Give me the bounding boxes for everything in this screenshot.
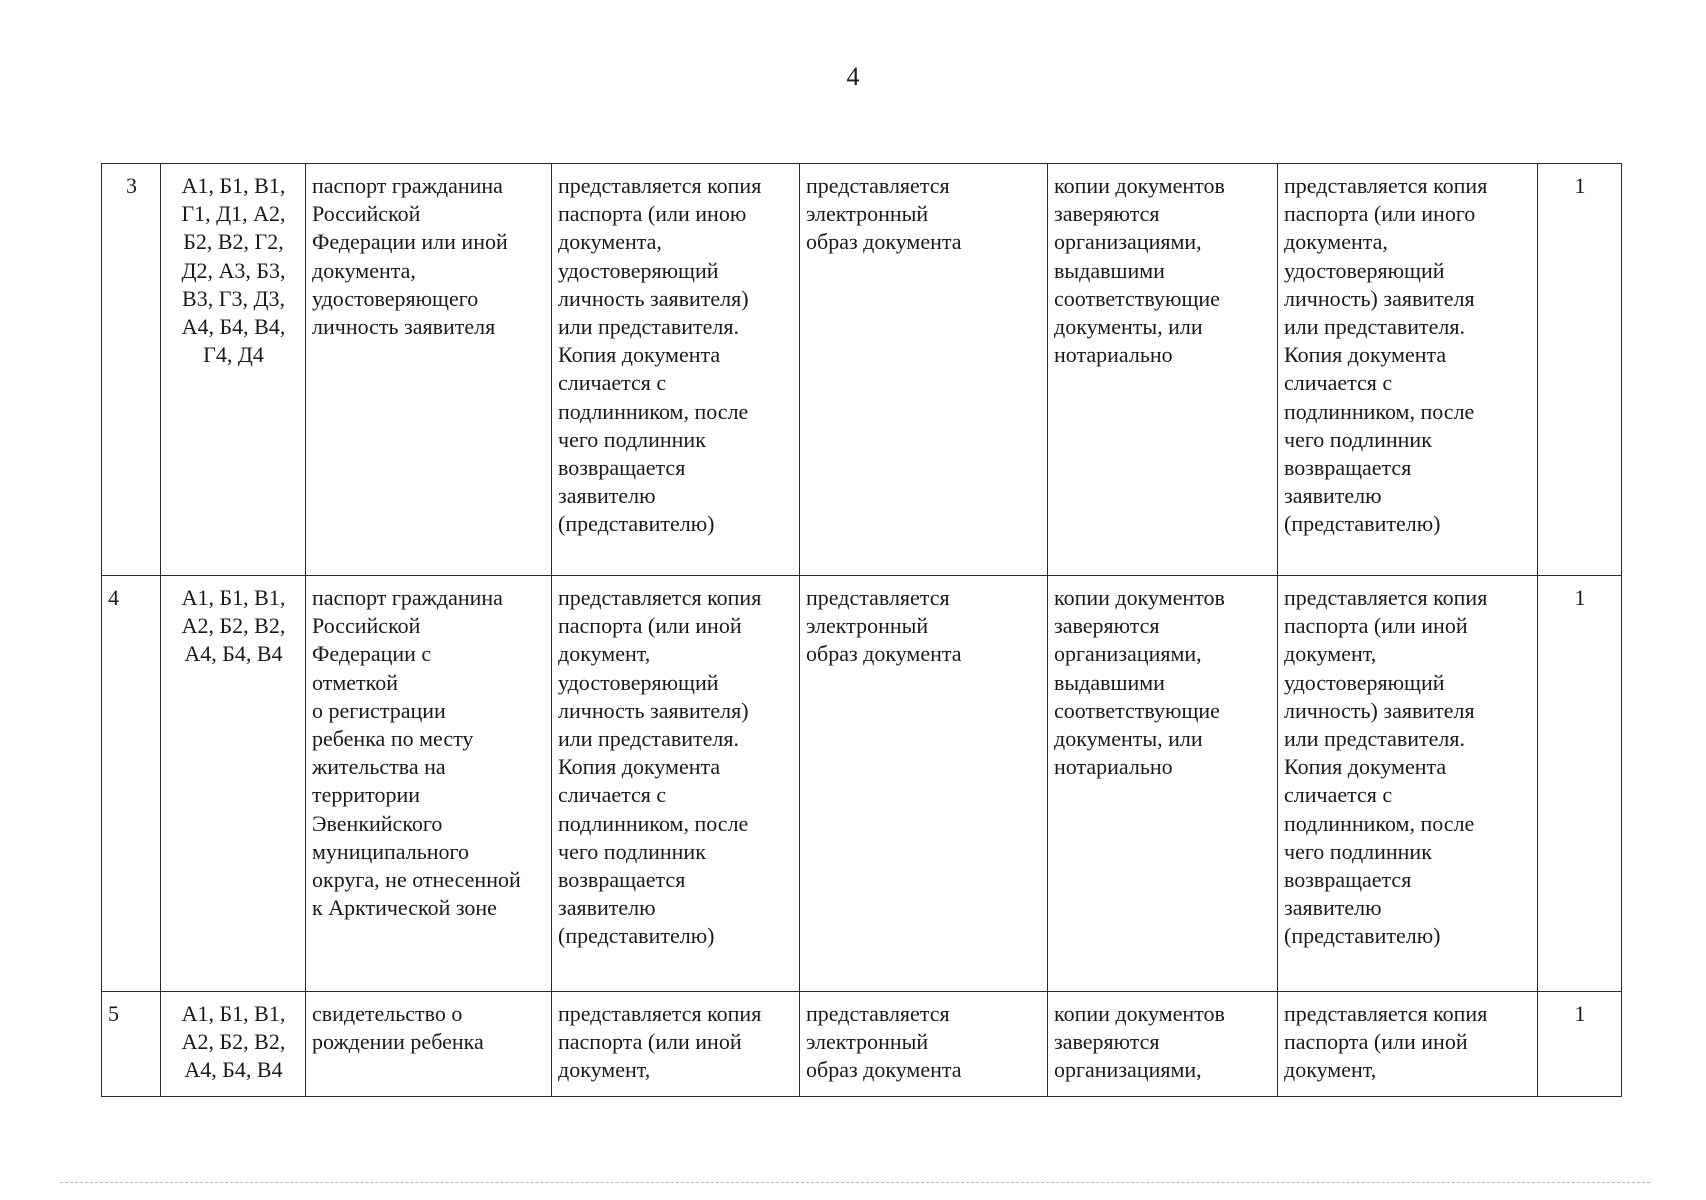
cell-text-line: А2, Б2, В2,	[181, 613, 286, 639]
mfc-submission	[1278, 992, 1538, 1097]
category-codes	[161, 576, 306, 992]
cell-text-line: паспорта (или иной	[1284, 1029, 1468, 1055]
cell-text-line: электронный	[806, 613, 929, 639]
cell-text-line: паспорт гражданина	[312, 585, 503, 610]
cell-text-line: копии документов	[1054, 1001, 1225, 1026]
cell-text-line: удостоверяющий	[1284, 257, 1445, 283]
cell-text-line: удостоверяющий	[1284, 669, 1445, 695]
cell-text-line: (представителю)	[558, 923, 715, 949]
cell-text-line: чего подлинник	[1284, 426, 1432, 452]
document-name	[306, 992, 552, 1097]
cell-text-line: документ,	[1284, 1057, 1377, 1083]
cell-text-line: удостоверяющий	[558, 669, 719, 695]
cell-text-line: документа,	[1284, 229, 1388, 255]
cell-text-line: отметкой	[312, 669, 398, 695]
cell-text-line: жительства на	[312, 754, 446, 780]
cell-text-line: Копия документа	[558, 754, 721, 780]
cell-text-line: округа, не отнесенной	[312, 867, 521, 893]
cell-text-line: нотариально	[1054, 342, 1173, 368]
cell-text-line: или представителя.	[558, 314, 740, 340]
cell-text-line: заявителю	[1284, 895, 1382, 921]
cell-text-line: личность заявителя)	[558, 697, 749, 723]
electronic-submission	[800, 576, 1048, 992]
cell-text-line: представляется копия	[1284, 585, 1488, 610]
cell-text-line: или представителя.	[1284, 314, 1466, 340]
cell-text-line: удостоверяющего	[312, 285, 479, 311]
document-quantity: 1	[1538, 992, 1622, 1097]
cell-text-line: документа,	[312, 257, 416, 283]
cell-text-line: А1, Б1, В1,	[181, 173, 286, 198]
cell-text-line: (представителю)	[558, 511, 715, 537]
cell-text-line: Г4, Д4	[203, 342, 264, 368]
cell-text-line: документ,	[558, 1057, 651, 1083]
cell-text-line: Эвенкийского	[312, 810, 443, 836]
cell-text-line: представляется копия	[1284, 173, 1488, 198]
cell-text-line: заверяются	[1054, 613, 1160, 639]
cell-text-line: паспорта (или иной	[558, 613, 742, 639]
cell-text-line: Копия документа	[558, 342, 721, 368]
cell-text-line: возвращается	[1284, 867, 1412, 893]
cell-text-line: копии документов	[1054, 173, 1225, 198]
cell-text-line: заверяются	[1054, 1029, 1160, 1055]
cell-text-line: о регистрации	[312, 697, 446, 723]
cell-text-line: организациями,	[1054, 229, 1202, 255]
cell-text-line: документа,	[558, 229, 662, 255]
cell-text-line: чего подлинник	[558, 838, 706, 864]
certification-requirements	[1048, 992, 1278, 1097]
category-codes	[161, 992, 306, 1097]
cell-text-line: удостоверяющий	[558, 257, 719, 283]
cell-text-line: паспорт гражданина	[312, 173, 503, 198]
in-person-submission	[552, 992, 800, 1097]
cell-text-line: сличается с	[1284, 370, 1393, 396]
cell-text-line: Б2, В2, Г2,	[183, 229, 284, 255]
cell-text-line: чего подлинник	[1284, 838, 1432, 864]
cell-text-line: личность заявителя)	[558, 285, 749, 311]
cell-text-line: Г1, Д1, А2,	[181, 201, 286, 227]
cell-text-line: ребенка по месту	[312, 726, 474, 752]
cell-text-line: заявителю	[1284, 483, 1382, 509]
cell-text-line: Копия документа	[1284, 342, 1447, 368]
document-name	[306, 576, 552, 992]
cell-text-line: нотариально	[1054, 754, 1173, 780]
page-number: 4	[846, 62, 860, 91]
cell-text-line: возвращается	[558, 455, 686, 481]
cell-text-line: личность заявителя	[312, 314, 496, 340]
cell-text-line: паспорта (или иной	[558, 1029, 742, 1055]
cell-text-line: документы, или	[1054, 314, 1203, 340]
cell-text-line: Д2, А3, Б3,	[181, 257, 286, 283]
cell-text-line: организациями,	[1054, 1057, 1202, 1083]
cell-text-line: представляется	[806, 173, 950, 198]
cell-text-line: А1, Б1, В1,	[181, 585, 286, 610]
cell-text-line: А4, Б4, В4	[184, 641, 283, 667]
cell-text-line: представляется копия	[1284, 1001, 1488, 1026]
cell-text-line: паспорта (или иною	[558, 201, 747, 227]
cell-text-line: соответствующие	[1054, 285, 1220, 311]
row-number: 3	[102, 164, 161, 576]
cell-text-line: подлинником, после	[558, 810, 749, 836]
cell-text-line: заявителю	[558, 895, 656, 921]
cell-text-line: представляется	[806, 1001, 950, 1026]
row-number: 4	[102, 576, 161, 992]
cell-text-line: представляется копия	[558, 173, 762, 198]
certification-requirements	[1048, 576, 1278, 992]
cell-text-line: образ документа	[806, 1057, 962, 1083]
document-quantity: 1	[1538, 576, 1622, 992]
cell-text-line: А4, Б4, В4,	[181, 314, 286, 340]
certification-requirements	[1048, 164, 1278, 576]
cell-text-line: или представителя.	[558, 726, 740, 752]
mfc-submission	[1278, 576, 1538, 992]
cell-text-line: В3, Г3, Д3,	[182, 285, 285, 311]
category-codes	[161, 164, 306, 576]
cell-text-line: Копия документа	[1284, 754, 1447, 780]
cell-text-line: документы, или	[1054, 726, 1203, 752]
cell-text-line: электронный	[806, 1029, 929, 1055]
cell-text-line: электронный	[806, 201, 929, 227]
document-quantity: 1	[1538, 164, 1622, 576]
cell-text-line: личность) заявителя	[1284, 285, 1475, 311]
electronic-submission	[800, 992, 1048, 1097]
cell-text-line: свидетельство о	[312, 1001, 463, 1026]
cell-text-line: А2, Б2, В2,	[181, 1029, 286, 1055]
cell-text-line: представляется копия	[558, 1001, 762, 1026]
cell-text-line: Российской	[312, 201, 421, 227]
cell-text-line: представляется копия	[558, 585, 762, 610]
cell-text-line: документ,	[1284, 641, 1377, 667]
cell-text-line: представляется	[806, 585, 950, 610]
row-number: 5	[102, 992, 161, 1097]
cell-text-line: паспорта (или иной	[1284, 613, 1468, 639]
cell-text-line: сличается с	[558, 370, 667, 396]
footer-divider	[60, 1182, 1650, 1183]
cell-text-line: (представителю)	[1284, 511, 1441, 537]
cell-text-line: соответствующие	[1054, 697, 1220, 723]
cell-text-line: к Арктической зоне	[312, 895, 497, 921]
cell-text-line: заявителю	[558, 483, 656, 509]
cell-text-line: возвращается	[1284, 455, 1412, 481]
table-row	[102, 992, 1622, 1097]
cell-text-line: возвращается	[558, 867, 686, 893]
cell-text-line: (представителю)	[1284, 923, 1441, 949]
cell-text-line: образ документа	[806, 229, 962, 255]
cell-text-line: сличается с	[1284, 782, 1393, 808]
cell-text-line: территории	[312, 782, 421, 808]
cell-text-line: Федерации с	[312, 641, 432, 667]
cell-text-line: Федерации или иной	[312, 229, 508, 255]
cell-text-line: образ документа	[806, 641, 962, 667]
cell-text-line: выдавшими	[1054, 257, 1165, 283]
in-person-submission	[552, 576, 800, 992]
cell-text-line: рождении ребенка	[312, 1029, 484, 1055]
cell-text-line: чего подлинник	[558, 426, 706, 452]
in-person-submission	[552, 164, 800, 576]
cell-text-line: личность) заявителя	[1284, 697, 1475, 723]
cell-text-line: копии документов	[1054, 585, 1225, 610]
cell-text-line: подлинником, после	[1284, 398, 1475, 424]
electronic-submission	[800, 164, 1048, 576]
cell-text-line: организациями,	[1054, 641, 1202, 667]
cell-text-line: заверяются	[1054, 201, 1160, 227]
cell-text-line: подлинником, после	[1284, 810, 1475, 836]
document-name	[306, 164, 552, 576]
cell-text-line: документ,	[558, 641, 651, 667]
documents-table	[101, 163, 1622, 1097]
cell-text-line: выдавшими	[1054, 669, 1165, 695]
cell-text-line: А1, Б1, В1,	[181, 1001, 286, 1026]
mfc-submission	[1278, 164, 1538, 576]
cell-text-line: паспорта (или иного	[1284, 201, 1476, 227]
cell-text-line: или представителя.	[1284, 726, 1466, 752]
cell-text-line: А4, Б4, В4	[184, 1057, 283, 1083]
cell-text-line: Российской	[312, 613, 421, 639]
cell-text-line: подлинником, после	[558, 398, 749, 424]
cell-text-line: муниципального	[312, 838, 470, 864]
table-row	[102, 576, 1622, 992]
table-row	[102, 164, 1622, 576]
cell-text-line: сличается с	[558, 782, 667, 808]
